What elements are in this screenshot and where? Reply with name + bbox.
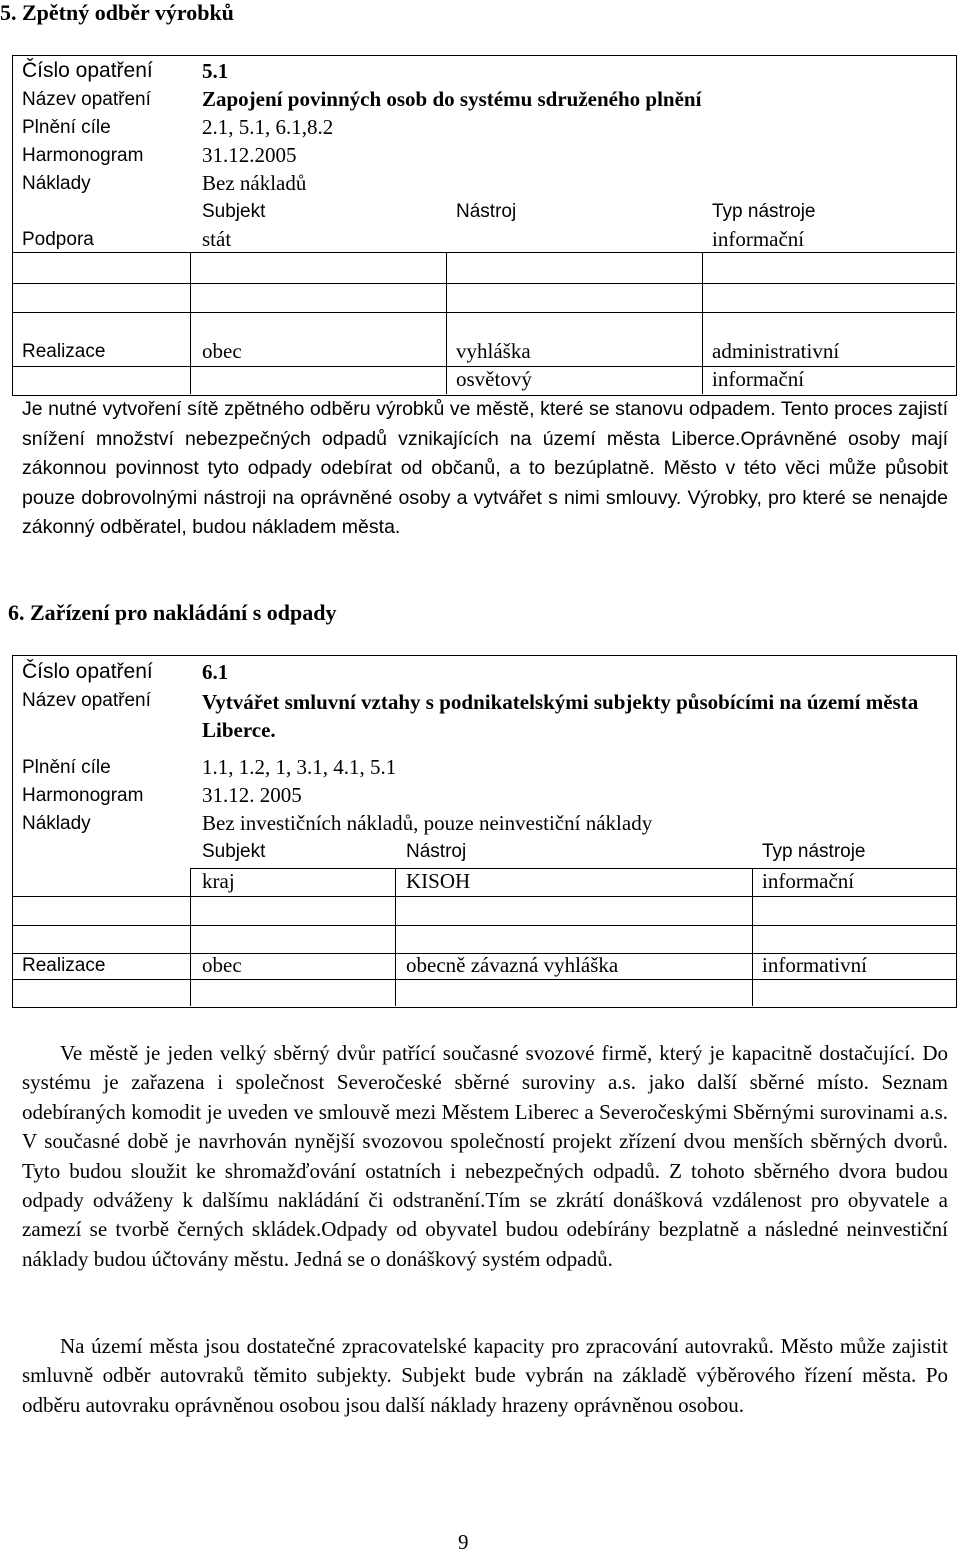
- table5-vline1: [190, 252, 191, 394]
- naklady-value: Bez investičních nákladů, pouze neinvestiční náklady: [202, 811, 653, 835]
- plneni-label: Plnění cíle: [22, 117, 111, 138]
- naklady-label: Náklady: [22, 813, 91, 834]
- naklady-value: Bez nákladů: [202, 171, 307, 195]
- table6-vline2: [395, 925, 396, 1006]
- podpora-label: Podpora: [22, 229, 94, 250]
- table5-vline3: [702, 252, 703, 394]
- table6-hline4: [12, 896, 956, 897]
- nazev-value: Vytvářet smluvní vztahy s podnikatelskými subjekty působícími na území města Liberce.: [202, 690, 919, 742]
- realizace-label: Realizace: [22, 341, 106, 362]
- realizace-typ1: administrativní: [712, 339, 840, 363]
- harmonogram-value: 31.12. 2005: [202, 783, 302, 807]
- realizace-typ: informativní: [762, 953, 867, 977]
- table5-row-empty1: [12, 252, 955, 284]
- cislo-value: 5.1: [202, 59, 229, 83]
- naklady-label: Náklady: [22, 173, 91, 194]
- nazev-label: Název opatření: [22, 690, 151, 711]
- col-typ: Typ nástroje: [712, 201, 816, 222]
- harmonogram-label: Harmonogram: [22, 785, 144, 806]
- col-nastroj: Nástroj: [456, 201, 517, 222]
- table6-vline1: [190, 925, 191, 1006]
- realizace-nastroj1: vyhláška: [456, 339, 531, 363]
- podpora-typ: informační: [712, 227, 805, 251]
- table5-row-empty2: [12, 282, 955, 313]
- table5-vline2: [446, 252, 447, 394]
- col-subjekt: Subjekt: [202, 201, 266, 222]
- section5-heading: 5. Zpětný odběr výrobků: [0, 0, 234, 25]
- page-number: 9: [458, 1530, 469, 1554]
- section6-paragraph2: Na území města jsou dostatečné zpracovatelské kapacity pro zpracování autovraků. Město může zajistit smluvně odběr autovraků těmito subjekty. Subjekt bude vybrán na základě výběrového řízení města. Po odběru autovraku oprávněnou osobou jsou další náklady hrazeny oprávněnou osobou.: [22, 1334, 948, 1417]
- section6-paragraph1: Ve městě je jeden velký sběrný dvůr patřící současné svozové firmě, který je kapacitně dostačující. Do systému je zařazena i společnost Severočeské sběrné suroviny a.s. jako další sběrné místo. Seznam odebíraných komodit je uveden ve smlouvě mezi Městem Liberec a Severočeskými Sběrnými surovinami a.s. V současné době je navrhován nynější svozovou společností projekt zřízení dvou menších sběrných dvorů. Tyto budou sloužit ke shromažďování ostatních i nebezpečných odpadů. Z tohoto sběrného dvora budou odpady odváženy k dalšímu nakládání či odstranění.Tím se zkrátí donášková vzdálenost pro obyvatele a zamezí se tvorbě černých skládek.Odpady od obyvatel budou odebírány bezplatně a následné neinvestiční náklady budou účtovány městu. Jedná se o donáškový systém odpadů.: [22, 1041, 948, 1271]
- nazev-label: Název opatření: [22, 89, 151, 110]
- col-nastroj: Nástroj: [406, 841, 467, 862]
- cislo-label: Číslo opatření: [22, 660, 153, 683]
- section5-paragraph: Je nutné vytvoření sítě zpětného odběru výrobků ve městě, které se stanovu odpadem. Tento proces zajistí snížení množství nebezpečných odpadů vznikajících na území města Liberce.Oprávněné osoby mají zákonnou povinnost tyto odpady odebírat od občanů, a to bezúplatně. Město v této věci může působit pouze dobrovolnými nástroji na oprávněné osoby a vytvářet s nimi smlouvy. Výrobky, pro které se nenajde zákonný odběratel, budou nákladem města.: [22, 398, 948, 538]
- plneni-label: Plnění cíle: [22, 757, 111, 778]
- cislo-label: Číslo opatření: [22, 59, 153, 82]
- realizace-nastroj2: osvětový: [456, 367, 532, 391]
- row1-typ: informační: [762, 869, 855, 893]
- col-typ: Typ nástroje: [762, 841, 866, 862]
- realizace-subjekt: obec: [202, 339, 242, 363]
- harmonogram-label: Harmonogram: [22, 145, 144, 166]
- podpora-subjekt: stát: [202, 227, 232, 251]
- cislo-value: 6.1: [202, 660, 229, 684]
- realizace-subjekt: obec: [202, 953, 242, 977]
- col-subjekt: Subjekt: [202, 841, 266, 862]
- table6-vline3: [752, 925, 753, 1006]
- table6-hline1: [12, 925, 956, 926]
- plneni-value: 2.1, 5.1, 6.1,8.2: [202, 115, 334, 139]
- table6-hline3: [12, 979, 956, 980]
- harmonogram-value: 31.12.2005: [202, 143, 297, 167]
- plneni-value: 1.1, 1.2, 1, 3.1, 4.1, 5.1: [202, 755, 397, 779]
- realizace-typ2: informační: [712, 367, 805, 391]
- realizace-nastroj: obecně závazná vyhláška: [406, 953, 619, 977]
- nazev-value: Zapojení povinných osob do systému sdruženého plnění: [202, 87, 702, 111]
- section6-heading: 6. Zařízení pro nakládání s odpady: [8, 600, 337, 625]
- row1-subjekt: kraj: [202, 869, 235, 893]
- realizace-label: Realizace: [22, 955, 106, 976]
- row1-nastroj: KISOH: [406, 869, 471, 893]
